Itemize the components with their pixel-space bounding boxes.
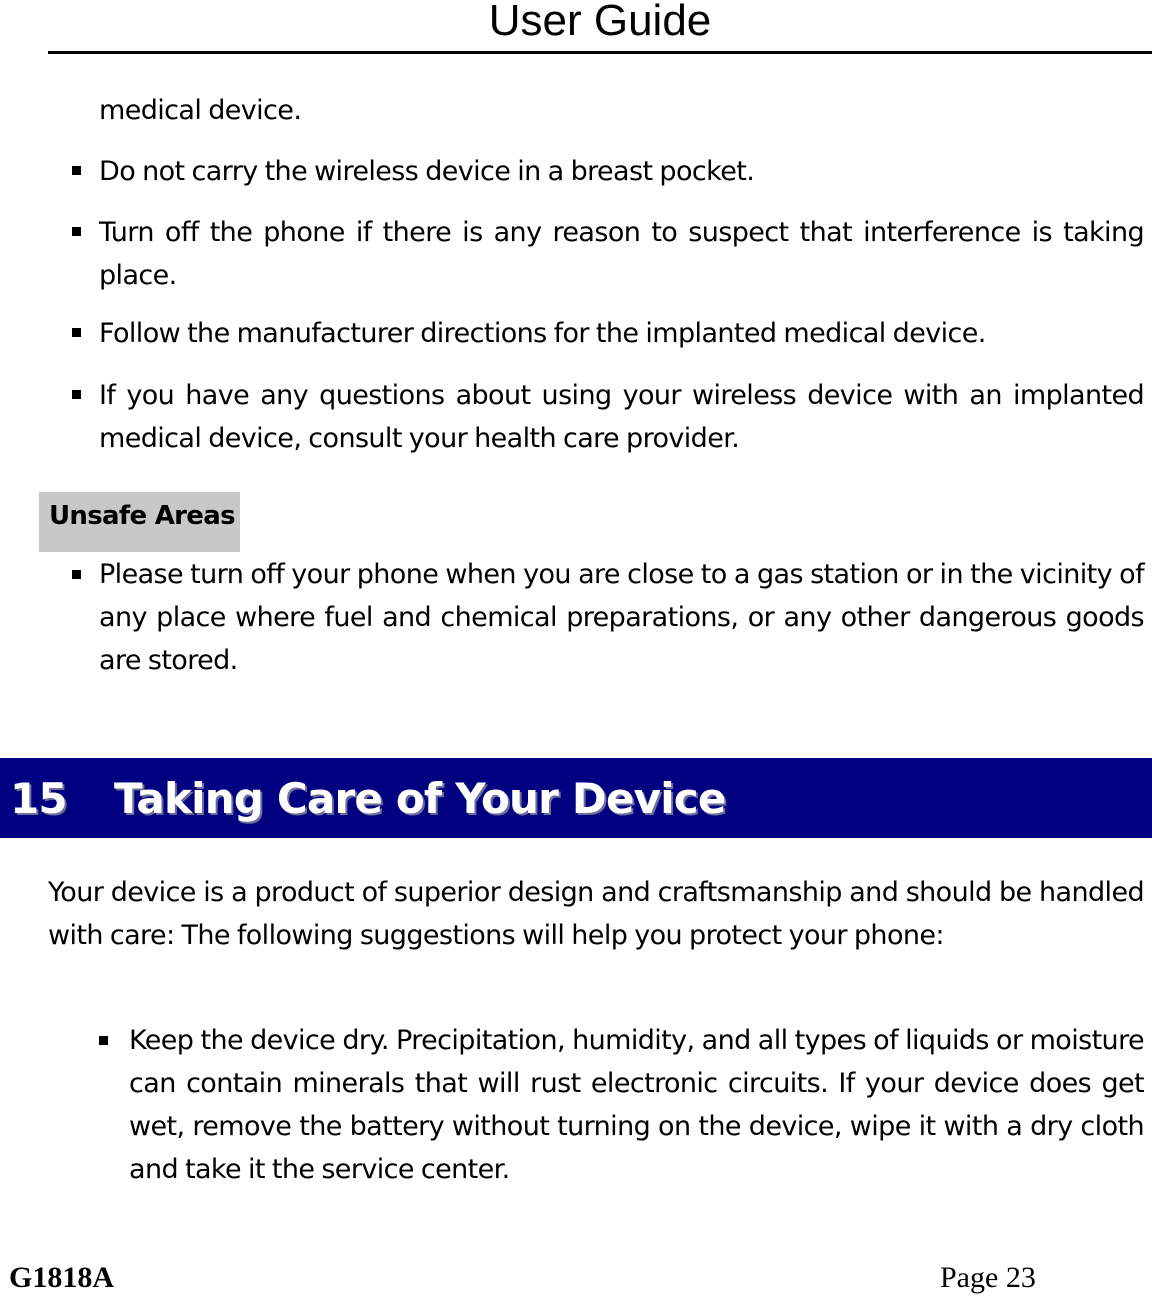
chapter-intro: Your device is a product of superior design and craftsmanship and should be handled with care: The following suggestions will help you protect your phone: [48,877,1144,951]
bullet-marker [99,1036,108,1045]
bullet-marker [72,227,81,236]
chapter-title: Taking Care of Your Device [114,774,726,823]
bullet-marker [72,570,81,579]
continuation-text: medical device. [99,95,302,126]
header-title: User Guide [488,0,712,45]
unsafe-areas-bullet-1: Please turn off your phone when you are close to a gas station or in the vicinity of any place where fuel and chemical preparations, or any other dangerous goods are stored. [99,559,1144,676]
medical-bullet-4: If you have any questions about using your wireless device with an implanted medical device, consult your health care provider. [99,380,1144,454]
bullet-marker [72,328,81,337]
header-rule [48,51,1152,54]
chapter-number: 15 [10,774,67,823]
unsafe-areas-label: Unsafe Areas [39,492,240,552]
footer-page-number: Page 23 [940,1261,1036,1294]
care-bullet-1: Keep the device dry. Precipitation, humidity, and all types of liquids or moisture can contain minerals that will rust electronic circuits. If your device does get wet, remove the battery without turning on the device, wipe it with a dry cloth and take it the service center. [129,1025,1144,1185]
medical-bullet-3: Follow the manufacturer directions for the implanted medical device. [99,318,986,349]
bullet-marker [72,390,81,399]
footer-model: G1818A [9,1261,114,1294]
medical-bullet-1: Do not carry the wireless device in a breast pocket. [99,156,755,187]
bullet-marker [72,166,81,175]
chapter-heading [10,773,726,825]
medical-bullet-2: Turn off the phone if there is any reason to suspect that interference is taking place. [99,217,1144,291]
